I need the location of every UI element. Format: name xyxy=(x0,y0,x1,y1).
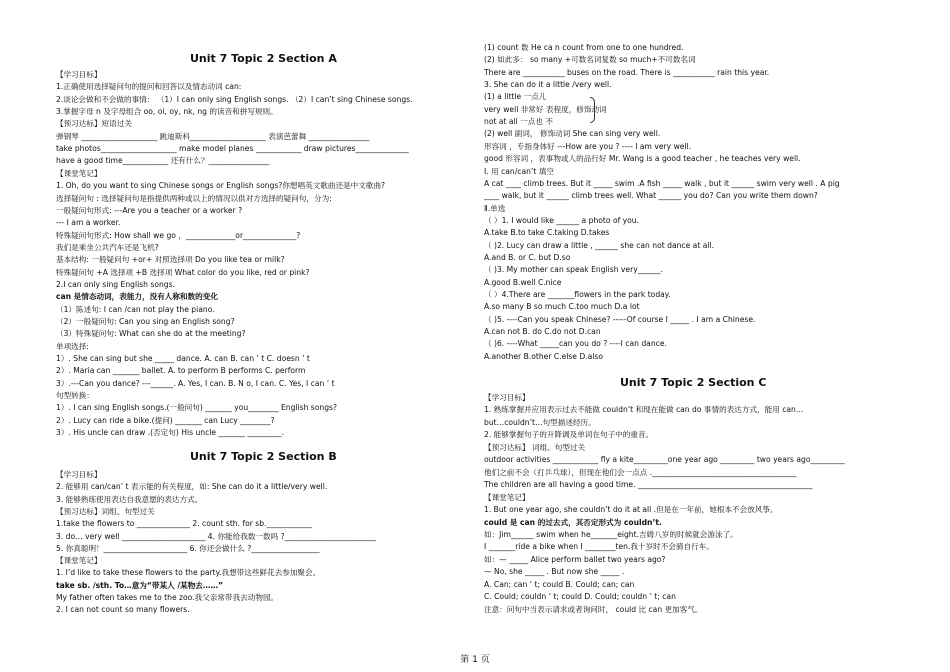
text-line: 特殊疑问句 +A 选择项 +B 选择项 What color do you like, red or pink? xyxy=(56,267,310,277)
text-line: Ⅱ.单选 xyxy=(484,203,506,213)
text-line: (1) a little 一点儿 xyxy=(484,92,547,102)
text-line: 【预习达标】词组、句型过关 xyxy=(56,506,155,516)
text-line: (1) count 数 He ca n count from one to one hundred. xyxy=(484,43,684,52)
text-line: 1.take the flowers to ______________ 2. count sth. for sb.____________ xyxy=(56,519,313,529)
text-line: Ⅰ. 用 can/can’t 填空 xyxy=(484,166,554,176)
text-line: （ ）1. I would like ______ a photo of you. xyxy=(484,215,640,225)
text-line: 2.谈论会做和不会做的事情： （1）I can only sing English songs. （2）I can’t sing Chinese songs. xyxy=(56,94,413,104)
text-line: have a good time____________ 还有什么？________________ xyxy=(56,156,270,166)
text-line: 2.I can only sing English songs. xyxy=(56,279,175,289)
text-line: (2) well 副词， 修饰动词 She can sing very well. xyxy=(484,129,661,139)
text-line: C. Could; couldn ’ t; could D. Could; couldn ’ t; can xyxy=(484,592,676,602)
section-a-heading: Unit 7 Topic 2 Section A xyxy=(190,52,337,65)
text-line: (2) 如此多： so many +可数名词复数 so much+不可数名词 xyxy=(484,55,696,65)
text-line: 【课堂笔记】 xyxy=(56,168,102,178)
text-line: 单项选择: xyxy=(56,341,89,351)
text-line: A.can not B. do C.do not D.can xyxy=(484,327,601,337)
text-line: 他们之前不会（打乒乓球），但现在他们会一点点 .______________________________________ xyxy=(484,467,797,477)
text-line: 3）. His uncle can draw .(否定句) His uncle _______ _________. xyxy=(56,428,285,438)
text-line: 3）.---Can you dance? ---______. A. Yes, I can. B. N o, I can. C. Yes, I can ’ t xyxy=(56,378,335,388)
text-line: 2）. Lucy can ride a bike.(提问) _______ can Lucy ________? xyxy=(56,415,275,425)
text-line: A.good B.well C.nice xyxy=(484,277,562,287)
text-line: 弹钢琴 ____________________ 跳迪斯科____________________ 表演芭蕾舞 ________________ xyxy=(56,131,370,141)
text-line: 1. 熟练掌握并应用表示过去不能做 couldn’t 和现在能做 can do 事情的表达方式，能用 can… xyxy=(484,405,804,415)
text-line: 如：— _____ Alice perform ballet two years ago? xyxy=(484,554,666,564)
text-line: 1）. She can sing but she _____ dance. A. can B. can ’ t C. doesn ’ t xyxy=(56,354,310,364)
text-line: A cat ____ climb trees. But it _____ swim .A fish _____ walk , but it ______ swim very well . A pig xyxy=(484,178,840,188)
page-footer: 第 1 页 xyxy=(460,655,490,665)
text-line: 【学习目标】 xyxy=(484,393,530,402)
text-line: （ )3. My mother can speak English very______. xyxy=(484,265,663,275)
text-line: 【预习达标】 词组、句型过关 xyxy=(484,442,586,452)
text-line: （ ）4.There are _______flowers in the park today. xyxy=(484,290,671,299)
text-line: can 是情态动词，表能力，没有人称和数的变化 xyxy=(56,292,218,302)
text-line: 2. 能够用 can/can’ t 表示能的有关程度，如: She can do it a little/very well. xyxy=(56,482,328,492)
text-line: 2）. Maria can _______ ballet. A. to perform B performs C. perform xyxy=(56,366,306,376)
text-line: but…couldn’t…句型描述经历。 xyxy=(484,417,596,427)
text-line: 【课堂笔记】 xyxy=(484,492,530,502)
text-line: 2. I can not count so many flowers. xyxy=(56,605,190,615)
text-line: 3.掌握字母 n 及字母组合 oo, oi, oy, nk, ng 的读音和拼写规则。 xyxy=(56,107,278,117)
text-line: 【学习目标】 xyxy=(56,70,102,79)
text-line: A.take B.to take C.taking D.takes xyxy=(484,228,610,238)
text-line: A. Can; can ’ t; could B. Could; can; can xyxy=(484,579,635,589)
text-line: not at all 一点也 不 xyxy=(484,117,553,127)
text-line: 5. 你真聪明！______________________ 6. 你还会做什么 ?__________________ xyxy=(56,543,320,553)
text-line: take photos____________________ make model planes ____________ draw pictures______________ xyxy=(56,144,409,154)
text-line: I _______ride a bike when I ________ten.我十岁时不会骑自行车。 xyxy=(484,542,714,552)
text-line: very well 非常好 表程度，修饰动词 xyxy=(484,104,607,114)
text-line: 1）. I can sing English songs.(一般问句) _______ you________ English songs? xyxy=(56,403,338,413)
text-line: （1）陈述句: I can /can not play the piano. xyxy=(56,304,215,314)
text-line: 选择疑问句 : 选择疑问句是指提供两种或以上的情况以供对方选择的疑问句，分为: xyxy=(56,193,332,203)
text-line: A.and B. or C. but D.so xyxy=(484,252,571,262)
text-line: outdoor activities ____________ fly a kite_________one year ago _________ two years ago_________ xyxy=(484,455,845,465)
text-line: 我们是乘坐公共汽车还是飞机? xyxy=(56,242,159,252)
text-line: 3. She can do it a little /very well. xyxy=(484,80,612,90)
text-line: 形容词 ，专指身体好 ---How are you ? ---- I am very well. xyxy=(484,141,692,151)
text-line: 3. 能够熟练使用表达自我意愿的表达方式。 xyxy=(56,494,203,504)
text-line: 【课堂笔记】 xyxy=(56,556,102,566)
text-line: 如：Jim______ swim when he_______eight.吉姆八岁的时候就会游泳了。 xyxy=(484,529,738,539)
text-line: 1.正确使用选择疑问句的提问和回答以及情态动词 can: xyxy=(56,82,242,92)
text-line: 注意：问句中当表示请求或者询问时， could 比 can 更加客气。 xyxy=(484,604,703,614)
text-line: 特殊疑问句形式: How shall we go ，_____________or______________? xyxy=(56,230,301,240)
text-line: There are ___________ buses on the road. There is ___________ rain this year. xyxy=(484,67,770,77)
text-line: 2. 能够掌握句子的升降调及单词在句子中的重音。 xyxy=(484,430,654,440)
text-line: A.another B.other C.else D.also xyxy=(484,351,604,361)
text-line: （2）一般疑问句: Can you sing an English song? xyxy=(56,317,235,326)
text-line: 句型转换： xyxy=(56,391,94,401)
text-line: 【预习达标】短语过关 xyxy=(56,119,132,129)
brace-mark xyxy=(590,97,595,123)
text-line: ____ walk, but it ______ climb trees well. What ______ you do? Can you write them down? xyxy=(484,191,818,201)
text-line: （ )2. Lucy can draw a little , ______ she can not dance at all. xyxy=(484,240,714,250)
text-line: A.so many B so much C.too much D.a lot xyxy=(484,302,640,312)
text-line: 【学习目标】 xyxy=(56,470,102,479)
text-line: My father often takes me to the zoo.我父亲常带我去动物园。 xyxy=(56,593,279,602)
text-line: — No, she _____ . But now she _____ . xyxy=(484,567,625,577)
text-line: could 是 can 的过去式，其否定形式为 couldn’t. xyxy=(484,517,662,527)
text-line: 1. Oh, do you want to sing Chinese songs or English songs?你想唱英文歌曲还是中文歌曲? xyxy=(56,181,386,191)
section-b-heading: Unit 7 Topic 2 Section B xyxy=(190,450,337,463)
text-line: good 形容词 ，表事物或人的品行好 Mr. Wang is a good teacher , he teaches very well. xyxy=(484,154,801,164)
text-line: 基本结构: 一般疑问句 +or+ 对照选择项 Do you like tea or milk? xyxy=(56,255,285,265)
text-line: 一般疑问句形式: ---Are you a teacher or a worker ? xyxy=(56,205,243,215)
text-line: --- I am a worker. xyxy=(56,218,121,228)
text-line: 1. But one year ago, she couldn’t do it at all .但是在一年前，她根本不会放风筝。 xyxy=(484,505,778,515)
text-line: （3）特殊疑问句: What can she do at the meeting? xyxy=(56,329,246,339)
text-line: take sb. /sth. To…意为“带某人 /某物去……” xyxy=(56,580,224,590)
text-line: The children are all having a good time. ______________________________________________ xyxy=(484,480,813,490)
text-line: （ )5. ----Can you speak Chinese? -----Of course I _____ . I am a Chinese. xyxy=(484,314,756,324)
text-line: 3. do… very well ______________________ 4. 你能给我数一数吗 ?________________________ xyxy=(56,531,376,541)
text-line: 1. I’d like to take these flowers to the party.我想带这些鲜花去参加聚会。 xyxy=(56,568,321,578)
section-c-heading: Unit 7 Topic 2 Section C xyxy=(620,376,767,389)
text-line: （ )6. ----What _____can you do ? ----I can dance. xyxy=(484,339,667,349)
